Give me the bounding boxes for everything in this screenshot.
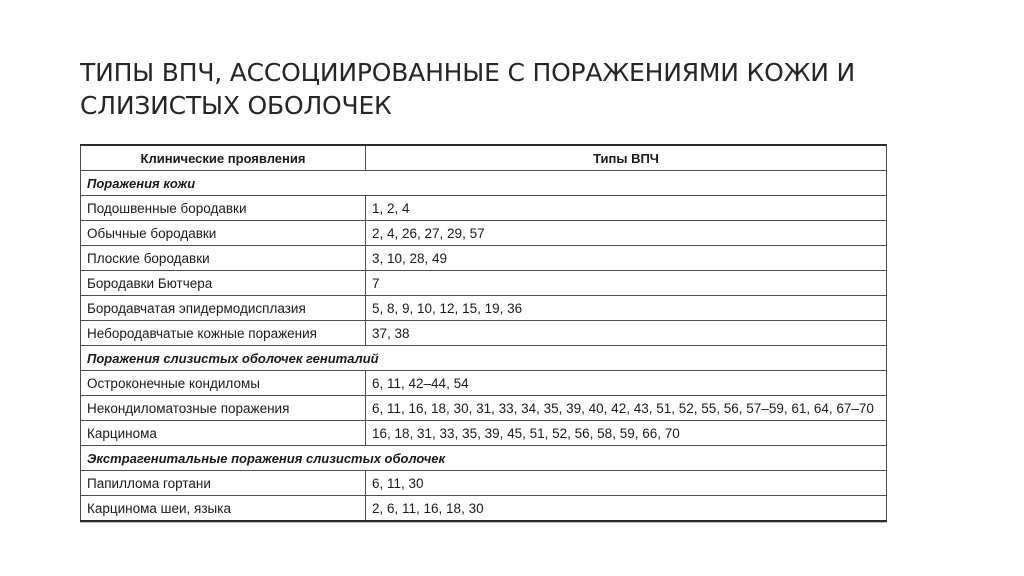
table-row xyxy=(81,246,887,271)
table-row xyxy=(81,471,887,496)
clinical-cell: Бородавчатая эпидермодисплазия xyxy=(81,296,366,321)
section-title: Поражения слизистых оболочек гениталий xyxy=(81,346,887,371)
slide-title: ТИПЫ ВПЧ, АССОЦИИРОВАННЫЕ С ПОРАЖЕНИЯМИ КОЖИ И СЛИЗИСТЫХ ОБОЛОЧЕК xyxy=(80,58,856,120)
clinical-cell: Плоские бородавки xyxy=(81,246,366,271)
table-row xyxy=(81,271,887,296)
table-row xyxy=(81,496,887,522)
hpv-types-table-frame xyxy=(80,144,887,523)
section-title: Экстрагенитальные поражения слизистых оболочек xyxy=(81,446,887,471)
table-row xyxy=(81,396,887,421)
column-header-hpv-types: Типы ВПЧ xyxy=(366,145,887,171)
hpv-types-cell: 37, 38 xyxy=(366,321,887,346)
clinical-cell: Подошвенные бородавки xyxy=(81,196,366,221)
hpv-types-cell: 3, 10, 28, 49 xyxy=(366,246,887,271)
hpv-types-cell: 2, 6, 11, 16, 18, 30 xyxy=(366,496,887,522)
clinical-cell: Карцинома шеи, языка xyxy=(81,496,366,522)
hpv-types-cell: 2, 4, 26, 27, 29, 57 xyxy=(366,221,887,246)
clinical-cell: Карцинома xyxy=(81,421,366,446)
clinical-cell: Папиллома гортани xyxy=(81,471,366,496)
table-row xyxy=(81,196,887,221)
clinical-cell: Небородавчатые кожные поражения xyxy=(81,321,366,346)
hpv-types-cell: 6, 11, 16, 18, 30, 31, 33, 34, 35, 39, 40, 42, 43, 51, 52, 55, 56, 57–59, 61, 64, 67–70 xyxy=(366,396,887,421)
clinical-cell: Бородавки Бютчера xyxy=(81,271,366,296)
hpv-types-cell: 5, 8, 9, 10, 12, 15, 19, 36 xyxy=(366,296,887,321)
table-row xyxy=(81,296,887,321)
column-header-clinical: Клинические проявления xyxy=(81,145,366,171)
hpv-types-cell: 1, 2, 4 xyxy=(366,196,887,221)
table-row xyxy=(81,221,887,246)
section-row-extragenital-mucosa xyxy=(81,446,887,471)
section-title: Поражения кожи xyxy=(81,171,887,196)
clinical-cell: Остроконечные кондиломы xyxy=(81,371,366,396)
clinical-cell: Некондиломатозные поражения xyxy=(81,396,366,421)
table-header-row xyxy=(81,145,887,171)
table-row xyxy=(81,371,887,396)
hpv-types-table xyxy=(80,144,887,522)
section-row-skin xyxy=(81,171,887,196)
clinical-cell: Обычные бородавки xyxy=(81,221,366,246)
hpv-types-cell: 6, 11, 30 xyxy=(366,471,887,496)
section-row-genital-mucosa xyxy=(81,346,887,371)
table-row xyxy=(81,321,887,346)
hpv-types-cell: 16, 18, 31, 33, 35, 39, 45, 51, 52, 56, 58, 59, 66, 70 xyxy=(366,421,887,446)
hpv-types-cell: 7 xyxy=(366,271,887,296)
table-row xyxy=(81,421,887,446)
hpv-types-cell: 6, 11, 42–44, 54 xyxy=(366,371,887,396)
